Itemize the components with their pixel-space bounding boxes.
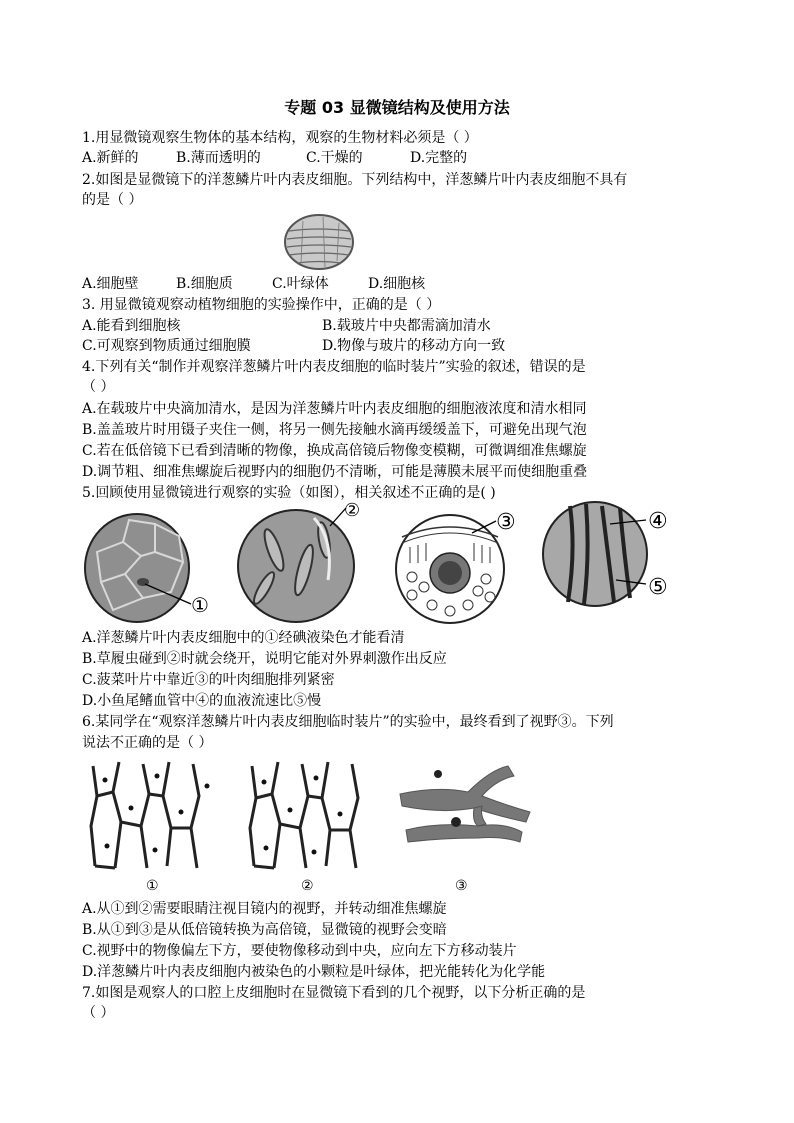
- q1-option-d[interactable]: D.完整的: [410, 150, 468, 166]
- q2-options: [82, 274, 425, 294]
- q2-stem-line2: 的是（ ）: [82, 192, 143, 208]
- q2-stem-line1: 2.如图是显微镜下的洋葱鳞片叶内表皮细胞。下列结构中，洋葱鳞片叶内表皮细胞不具有: [82, 172, 628, 188]
- q4-option-d[interactable]: D.调节粗、细准焦螺旋后视野内的细胞仍不清晰，可能是薄膜未展平而使细胞重叠: [82, 464, 588, 480]
- q5-option-b[interactable]: B.草履虫碰到②时就会绕开，说明它能对外界刺激作出反应: [82, 651, 447, 667]
- q7-stem-line2: （ ）: [82, 1005, 115, 1021]
- q1-options: [82, 148, 467, 168]
- q6-figure-view-1: [83, 756, 223, 874]
- onion-cell-figure: [283, 213, 355, 271]
- q5-figure-paramecium: [234, 500, 366, 624]
- page-title: 专题 03 显微镜结构及使用方法: [284, 98, 510, 117]
- q2-option-a[interactable]: A.细胞壁: [82, 276, 139, 292]
- q5-label-5: ⑤: [648, 575, 668, 600]
- q5-stem: 5.回顾使用显微镜进行观察的实验（如图），相关叙述不正确的是( ): [82, 485, 496, 501]
- q1-option-b[interactable]: B.薄而透明的: [176, 150, 261, 166]
- q7-stem-line1: 7.如图是观察人的口腔上皮细胞时在显微镜下看到的几个视野，以下分析正确的是: [82, 985, 586, 1001]
- q5-option-a[interactable]: A.洋葱鳞片叶内表皮细胞中的①经碘液染色才能看清: [82, 630, 405, 646]
- q6-stem-line1: 6.某同学在“观察洋葱鳞片叶内表皮细胞临时装片”的实验中，最终看到了视野③。下列: [82, 714, 614, 730]
- q4-option-b[interactable]: B.盖盖玻片时用镊子夹住一侧，将另一侧先接触水滴再缓缓盖下，可避免出现气泡: [82, 422, 587, 438]
- q6-option-b[interactable]: B.从①到③是从低倍镜转换为高倍镜，显微镜的视野会变暗: [82, 922, 447, 938]
- q2-option-c[interactable]: C.叶绿体: [272, 276, 329, 292]
- q4-option-c[interactable]: C.若在低倍镜下已看到清晰的物像，换成高倍镜后物像变模糊，可微调细准焦螺旋: [82, 443, 587, 459]
- q1-option-c[interactable]: C.干燥的: [306, 150, 363, 166]
- q3-options-row1: [82, 316, 491, 336]
- q5-figure-onion-cells: [83, 512, 219, 627]
- q3-option-a[interactable]: A.能看到细胞核: [82, 318, 181, 334]
- q5-label-2: ②: [344, 500, 361, 521]
- q3-option-b[interactable]: B.载玻片中央都需滴加清水: [322, 318, 491, 334]
- q6-caption-2: ②: [301, 878, 314, 894]
- q3-option-d[interactable]: D.物像与玻片的移动方向一致: [322, 338, 506, 354]
- q6-option-c[interactable]: C.视野中的物像偏左下方，要使物像移动到中央，应向左下方移动装片: [82, 943, 517, 959]
- q6-option-a[interactable]: A.从①到②需要眼睛注视目镜内的视野，并转动细准焦螺旋: [82, 901, 447, 917]
- q5-label-3: ③: [496, 510, 516, 535]
- q4-option-a[interactable]: A.在载玻片中央滴加清水，是因为洋葱鳞片叶内表皮细胞的细胞液浓度和清水相同: [82, 401, 587, 417]
- q6-figure-view-3: [398, 760, 532, 864]
- q1-option-a[interactable]: A.新鲜的: [82, 150, 139, 166]
- q3-option-c[interactable]: C.可观察到物质通过细胞膜: [82, 338, 251, 354]
- q5-figure-fish-tail: [540, 500, 680, 610]
- q3-stem: 3. 用显微镜观察动植物细胞的实验操作中，正确的是（ ）: [82, 297, 441, 313]
- q5-option-c[interactable]: C.菠菜叶片中靠近③的叶肉细胞排列紧密: [82, 672, 335, 688]
- q3-options-row2: [82, 336, 505, 356]
- q6-caption-3: ③: [455, 878, 468, 894]
- q4-stem-line2: （ ）: [82, 379, 115, 395]
- q5-label-1: ①: [191, 593, 209, 617]
- q1-stem: 1.用显微镜观察生物体的基本结构，观察的生物材料必须是（ ）: [82, 130, 478, 146]
- q2-option-d[interactable]: D.细胞核: [368, 276, 426, 292]
- q5-label-4: ④: [648, 509, 668, 534]
- q6-figure-view-2: [240, 756, 380, 874]
- q6-caption-1: ①: [146, 878, 159, 894]
- q5-figure-leaf-section: [392, 507, 524, 627]
- q2-option-b[interactable]: B.细胞质: [176, 276, 233, 292]
- q6-stem-line2: 说法不正确的是（ ）: [82, 735, 213, 751]
- q4-stem-line1: 4.下列有关“制作并观察洋葱鳞片叶内表皮细胞的临时装片”实验的叙述，错误的是: [82, 359, 586, 375]
- q6-option-d[interactable]: D.洋葱鳞片叶内表皮细胞内被染色的小颗粒是叶绿体，把光能转化为化学能: [82, 964, 546, 980]
- q5-option-d[interactable]: D.小鱼尾鳍血管中④的血液流速比⑤慢: [82, 693, 322, 709]
